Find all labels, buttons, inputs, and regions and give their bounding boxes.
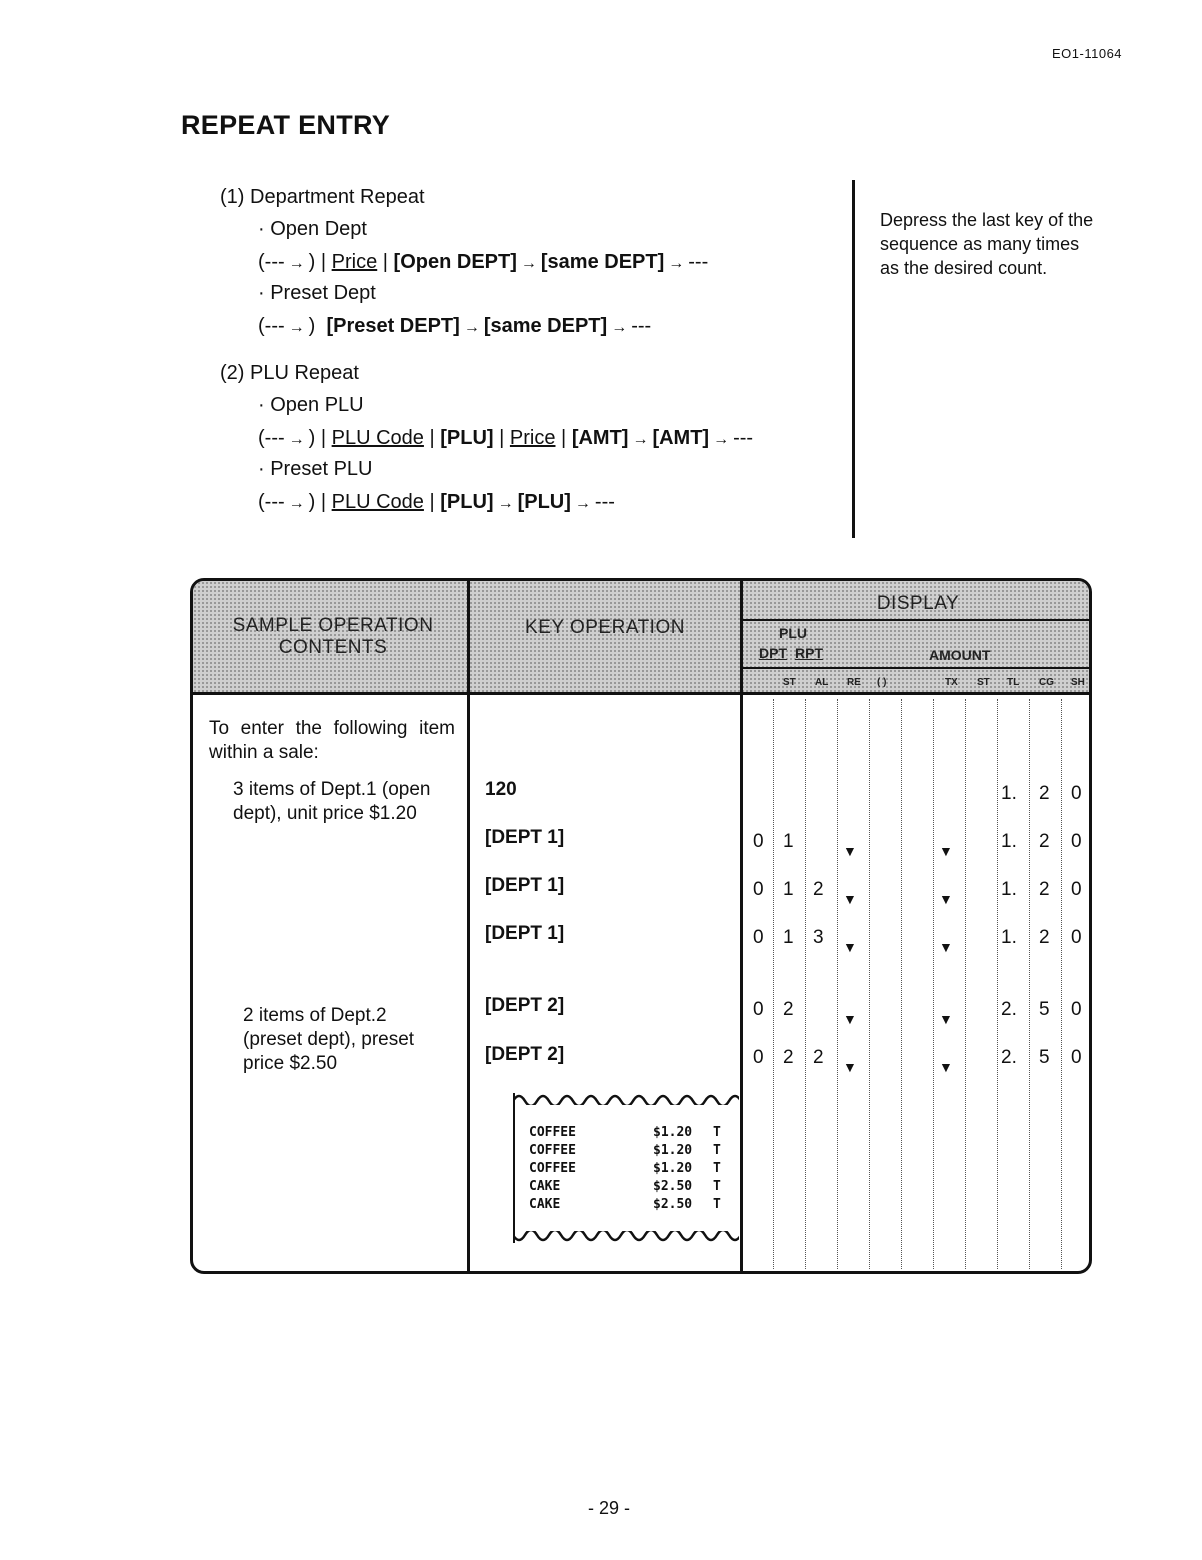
display-digit: 5 — [1039, 999, 1050, 1020]
display-digit: 2 — [1039, 783, 1050, 804]
arrow-icon: → — [497, 495, 514, 512]
operation-table — [190, 578, 1092, 1274]
key-op: [DEPT 1] — [485, 827, 565, 848]
arrow-icon: → — [288, 319, 305, 336]
column-divider — [740, 581, 743, 1271]
sample-intro: To enter the following item within a sale: — [209, 718, 455, 763]
arrow-icon: → — [463, 319, 480, 336]
display-digit: 2 — [813, 1047, 824, 1068]
receipt-item: COFFEE — [529, 1125, 576, 1140]
sample-header: SAMPLE OPERATION CONTENTS — [232, 615, 434, 658]
document-id: EO1-11064 — [1052, 46, 1123, 61]
arrow-icon: → — [520, 255, 537, 272]
key-op: [DEPT 2] — [485, 995, 565, 1016]
display-digit: 2. — [1001, 1047, 1017, 1068]
receipt-item: COFFEE — [529, 1143, 576, 1158]
display-digit: 1. — [1001, 783, 1017, 804]
preset-dept-label: · Preset Dept — [258, 282, 376, 304]
display-digit: 0 — [1071, 999, 1082, 1020]
indicator-label: ST — [977, 677, 990, 688]
receipt-flag: T — [713, 1125, 721, 1140]
page-title: REPEAT ENTRY — [181, 110, 391, 140]
display-digit: 1 — [783, 927, 794, 948]
receipt-tear-bottom — [513, 1231, 739, 1247]
indicator-label: ST — [783, 677, 796, 688]
header-divider — [193, 692, 1091, 695]
dpt-subheader: DPT — [759, 645, 787, 661]
open-dept-sequence: (--- → ) | Price | [Open DEPT] → [same DEPT] → --- — [258, 251, 709, 273]
key-operation-header: KEY OPERATION — [525, 617, 685, 638]
key-op: 120 — [485, 779, 517, 800]
section-divider — [852, 180, 855, 538]
indicator-label: CG — [1039, 677, 1054, 688]
instruction-note: Depress the last key of the sequence as many times as the desired count. — [880, 210, 1094, 278]
display-subheader-divider — [743, 619, 1091, 621]
sample-item-1: 3 items of Dept.1 (open dept), unit price $1.20 — [233, 779, 431, 824]
display-digit: 2 — [1039, 831, 1050, 852]
receipt — [513, 1093, 739, 1243]
amount-subheader: AMOUNT — [929, 647, 991, 663]
preset-dept-sequence: (--- → ) [Preset DEPT] → [same DEPT] → --- — [258, 315, 652, 337]
column-divider — [467, 581, 470, 1271]
receipt-flag: T — [713, 1143, 721, 1158]
receipt-flag: T — [713, 1161, 721, 1176]
arrow-icon: → — [611, 319, 628, 336]
key-op: [DEPT 2] — [485, 1044, 565, 1065]
display-marker: ▼ — [939, 1059, 953, 1075]
arrow-icon: → — [288, 255, 305, 272]
arrow-icon: → — [574, 495, 591, 512]
receipt-flag: T — [713, 1197, 721, 1212]
receipt-price: $2.50 — [653, 1179, 693, 1194]
open-plu-sequence: (--- → ) | PLU Code | [PLU] | Price | [AMT] → [AMT] → --- — [258, 427, 754, 449]
display-digit: 0 — [1071, 783, 1082, 804]
indicator-label: TL — [1007, 677, 1020, 688]
receipt-price: $2.50 — [653, 1197, 693, 1212]
arrow-icon: → — [288, 431, 305, 448]
display-marker: ▼ — [939, 843, 953, 859]
display-digit: 0 — [753, 831, 764, 852]
display-marker: ▼ — [843, 939, 857, 955]
display-marker: ▼ — [939, 891, 953, 907]
display-marker: ▼ — [843, 891, 857, 907]
receipt-item: COFFEE — [529, 1161, 576, 1176]
receipt-price: $1.20 — [653, 1125, 693, 1140]
display-digit: 2 — [783, 999, 794, 1020]
display-digit: 1 — [783, 831, 794, 852]
display-marker: ▼ — [939, 1011, 953, 1027]
display-marker: ▼ — [939, 939, 953, 955]
display-digit: 2 — [1039, 879, 1050, 900]
plu-subheader: PLU — [779, 625, 807, 641]
key-op: [DEPT 1] — [485, 923, 565, 944]
receipt-flag: T — [713, 1179, 721, 1194]
open-plu-label: · Open PLU — [258, 394, 364, 416]
receipt-price: $1.20 — [653, 1161, 693, 1176]
display-digit: 0 — [1071, 1047, 1082, 1068]
display-digit: 2 — [783, 1047, 794, 1068]
display-header: DISPLAY — [876, 593, 960, 614]
display-marker: ▼ — [843, 843, 857, 859]
display-digit: 0 — [1071, 879, 1082, 900]
indicator-label: SH — [1071, 677, 1085, 688]
indicator-label: ( ) — [877, 677, 887, 688]
arrow-icon: → — [632, 431, 649, 448]
display-digit: 1 — [783, 879, 794, 900]
display-digit: 2. — [1001, 999, 1017, 1020]
display-digit: 3 — [813, 927, 824, 948]
display-digit: 1. — [1001, 927, 1017, 948]
display-digit: 0 — [753, 879, 764, 900]
display-digit: 5 — [1039, 1047, 1050, 1068]
preset-plu-sequence: (--- → ) | PLU Code | [PLU] → [PLU] → --- — [258, 491, 615, 513]
display-digit: 0 — [753, 999, 764, 1020]
indicator-label: RE — [847, 677, 861, 688]
receipt-item: CAKE — [529, 1197, 561, 1212]
arrow-icon: → — [668, 255, 685, 272]
sample-item-2: 2 items of Dept.2 (preset dept), preset price $2.50 — [243, 1005, 415, 1074]
page-number: - 29 - — [588, 1498, 631, 1518]
display-digit: 0 — [1071, 927, 1082, 948]
display-digit: 0 — [753, 1047, 764, 1068]
display-marker: ▼ — [843, 1011, 857, 1027]
display-digit: 0 — [1071, 831, 1082, 852]
display-digit: 1. — [1001, 831, 1017, 852]
display-digit: 2 — [813, 879, 824, 900]
plu-repeat-heading: (2) PLU Repeat — [220, 362, 359, 384]
rpt-subheader: RPT — [795, 645, 823, 661]
display-digit: 2 — [1039, 927, 1050, 948]
key-op: [DEPT 1] — [485, 875, 565, 896]
display-digit: 0 — [753, 927, 764, 948]
indicator-label: TX — [945, 677, 958, 688]
preset-plu-label: · Preset PLU — [258, 458, 373, 480]
dept-repeat-heading: (1) Department Repeat — [220, 186, 425, 208]
receipt-tear-top — [513, 1089, 739, 1105]
indicator-label: AL — [815, 677, 829, 688]
receipt-price: $1.20 — [653, 1143, 693, 1158]
open-dept-label: · Open Dept — [258, 218, 367, 240]
arrow-icon: → — [288, 495, 305, 512]
display-marker: ▼ — [843, 1059, 857, 1075]
display-indicator-divider — [743, 667, 1091, 669]
arrow-icon: → — [713, 431, 730, 448]
display-digit: 1. — [1001, 879, 1017, 900]
receipt-item: CAKE — [529, 1179, 561, 1194]
